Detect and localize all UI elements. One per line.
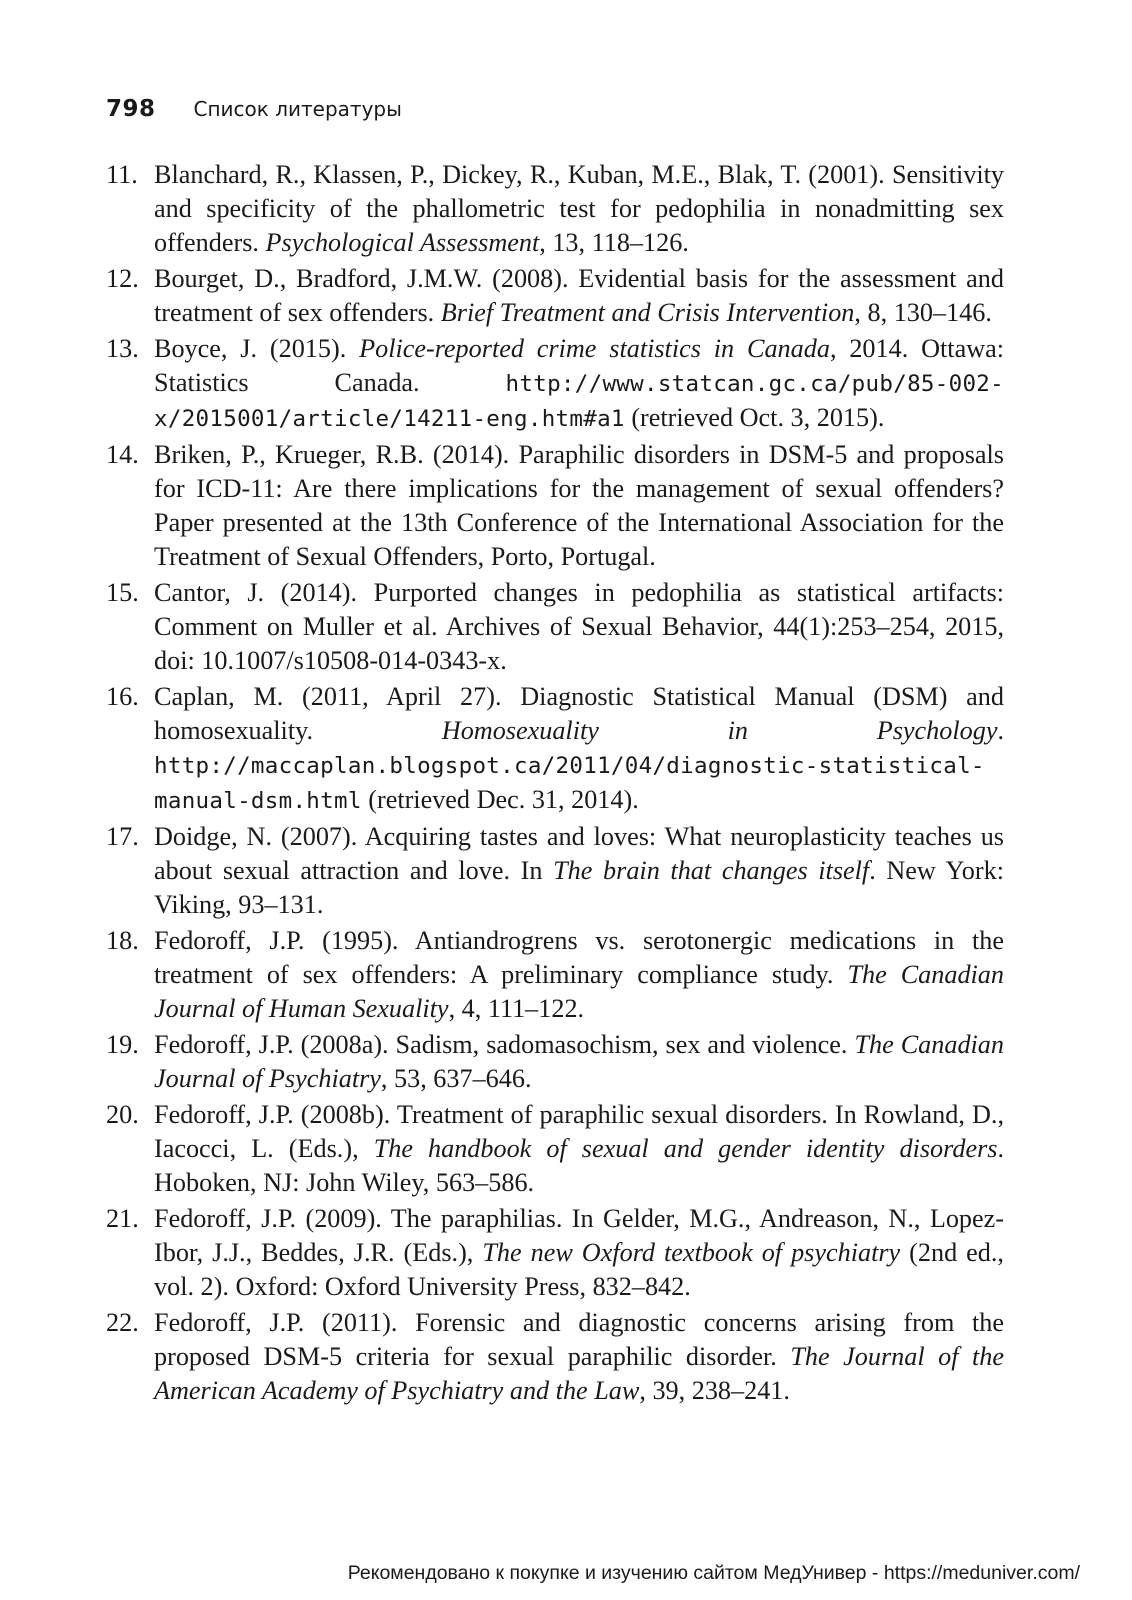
reference-text: (retrieved Dec. 31, 2014). xyxy=(361,785,639,814)
reference-title-italic: Brief Treatment and Crisis Intervention xyxy=(440,298,855,327)
reference-item xyxy=(106,1202,1004,1304)
reference-item xyxy=(106,158,1004,260)
reference-title-italic: The brain that changes itself xyxy=(553,856,870,885)
reference-item xyxy=(106,438,1004,574)
footer-watermark: Рекомендовано к покупке и изучению сайтом МедУнивер - https://meduniver.com/ xyxy=(347,1562,1080,1584)
reference-title-italic: Homosexuality in Psychology xyxy=(441,716,998,745)
reference-item xyxy=(106,820,1004,922)
reference-number: 11. xyxy=(106,160,138,189)
reference-text: (retrieved Oct. 3, 2015). xyxy=(624,403,885,432)
reference-text: Boyce, J. (2015). xyxy=(154,334,360,363)
reference-text: . xyxy=(997,716,1004,745)
running-title: Список литературы xyxy=(193,97,402,121)
reference-text: , 8, 130–146. xyxy=(854,298,992,327)
reference-list xyxy=(106,158,1004,1410)
reference-text: . New York: Viking, 93–131. xyxy=(154,856,1004,919)
reference-text: , 39, 238–241. xyxy=(639,1376,790,1405)
reference-text: Fedoroff, J.P. (2009). The paraphilias. In Gelder, M.G., Andreason, N., Lopez-Ibor, J.J., Beddes, J.R. (Eds.), xyxy=(154,1204,1004,1267)
reference-number: 16. xyxy=(106,682,139,711)
page-header xyxy=(106,96,402,122)
reference-item xyxy=(106,332,1004,436)
reference-item xyxy=(106,1028,1004,1096)
reference-number: 13. xyxy=(106,334,139,363)
reference-text: Fedoroff, J.P. (1995). Antiandrogrens vs. serotonergic medications in the treatment of sex offenders: A preliminary compliance study. xyxy=(154,926,1004,989)
reference-text: , 53, 637–646. xyxy=(380,1064,532,1093)
reference-text: Doidge, N. (2007). Acquiring tastes and loves: What neuroplasticity teaches us about sexual attraction and love. In xyxy=(154,822,1004,885)
reference-text: , 2014. Ottawa: Statistics Canada. xyxy=(154,334,1005,397)
reference-number: 19. xyxy=(106,1030,139,1059)
reference-url: http://www.statcan.gc.ca/pub/85-002-x/2015001/article/14211-eng.htm#a1 xyxy=(154,371,1004,432)
reference-text: , 13, 118–126. xyxy=(539,228,689,257)
reference-title-italic: Psychological Assessment xyxy=(265,228,540,257)
reference-title-italic: The Canadian Journal of Psychiatry xyxy=(154,1030,1004,1093)
reference-text: Fedoroff, J.P. (2008a). Sadism, sadomasochism, sex and violence. xyxy=(154,1030,855,1059)
reference-url: http://maccaplan.blogspot.ca/2011/04/diagnostic-statistical-manual-dsm.html xyxy=(154,753,985,814)
reference-number: 21. xyxy=(106,1204,139,1233)
reference-item xyxy=(106,1306,1004,1408)
reference-text: . Hoboken, NJ: John Wiley, 563–586. xyxy=(154,1134,1005,1197)
reference-text: Cantor, J. (2014). Purported changes in pedophilia as statistical artifacts: Comment on Muller et al. Archives of Sexual Behavior, 44(1):253–254, 2015, doi: 10.1007/s10508-014-0343-x. xyxy=(154,578,1004,675)
reference-number: 15. xyxy=(106,578,139,607)
reference-number: 14. xyxy=(106,440,139,469)
reference-item xyxy=(106,924,1004,1026)
reference-title-italic: The new Oxford textbook of psychiatry xyxy=(482,1238,901,1267)
reference-title-italic: The Journal of the American Academy of Psychiatry and the Law xyxy=(154,1342,1004,1405)
reference-text: Blanchard, R., Klassen, P., Dickey, R., Kuban, M.E., Blak, T. (2001). Sensitivity and specificity of the phallometric test for pedophilia in nonadmitting sex offenders. xyxy=(154,160,1004,257)
reference-item xyxy=(106,1098,1004,1200)
reference-title-italic: The Canadian Journal of Human Sexuality xyxy=(154,960,1004,1023)
reference-item xyxy=(106,576,1004,678)
reference-number: 12. xyxy=(106,264,139,293)
reference-number: 18. xyxy=(106,926,139,955)
reference-number: 20. xyxy=(106,1100,139,1129)
reference-number: 17. xyxy=(106,822,139,851)
reference-number: 22. xyxy=(106,1308,139,1337)
reference-text: , 4, 111–122. xyxy=(448,994,585,1023)
reference-title-italic: Police-reported crime statistics in Canada xyxy=(359,334,830,363)
reference-title-italic: The handbook of sexual and gender identity disorders xyxy=(373,1134,998,1163)
reference-text: Fedoroff, J.P. (2008b). Treatment of paraphilic sexual disorders. In Rowland, D., Iacocci, L. (Eds.), xyxy=(154,1100,1004,1163)
reference-text: Fedoroff, J.P. (2011). Forensic and diagnostic concerns arising from the proposed DSM-5 criteria for sexual paraphilic disorder. xyxy=(154,1308,1004,1371)
reference-text: (2nd ed., vol. 2). Oxford: Oxford University Press, 832–842. xyxy=(154,1238,1004,1301)
reference-item xyxy=(106,680,1004,818)
reference-item xyxy=(106,262,1004,330)
reference-text: Briken, P., Krueger, R.B. (2014). Paraphilic disorders in DSM-5 and proposals for ICD-11: Are there implications for the management of sexual offenders? Paper presented at the 13th Conference of the International Association for the Treatment of Sexual Offenders, Porto, Portugal. xyxy=(154,440,1004,571)
reference-text: Caplan, M. (2011, April 27). Diagnostic Statistical Manual (DSM) and homosexuality. xyxy=(154,682,1004,745)
page-number: 798 xyxy=(106,96,156,122)
reference-text: Bourget, D., Bradford, J.M.W. (2008). Evidential basis for the assessment and treatment of sex offenders. xyxy=(154,264,1004,327)
